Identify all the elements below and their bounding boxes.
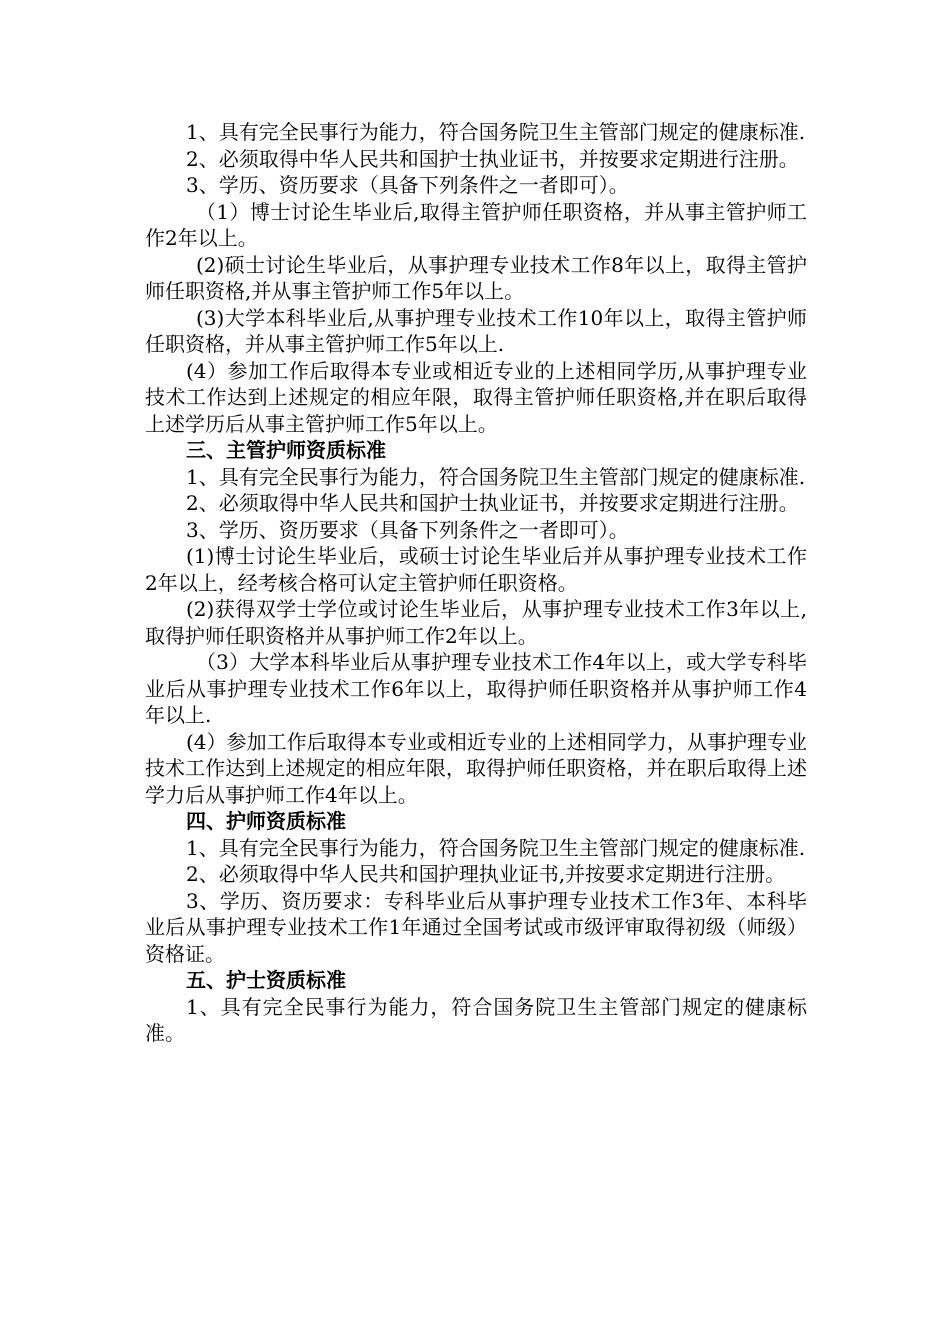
- paragraph: 3、学历、资历要求（具备下列条件之一者即可）。: [186, 517, 629, 542]
- paragraph: (4）参加工作后取得本专业或相近专业的上述相同学历,从事护理专业技术工作达到上述规定的相应年限，取得主管护师任职资格,并在职后取得上述学历后从事主管护师工作5年以上。: [145, 358, 807, 436]
- paragraph: 2、必须取得中华人民共和国护士执业证书，并按要求定期进行注册。: [186, 491, 799, 515]
- paragraph: （3）大学本科毕业后从事护理专业技术工作4年以上，或大学专科毕业后从事护理专业技术工作6年以上，取得护师任职资格并从事护师工作4年以上.: [145, 650, 807, 727]
- paragraph: 3、学历、资历要求：专科毕业后从事护理专业技术工作3年、本科毕业后从事护理专业技术工作1年通过全国考试或市级评审取得初级（师级）资格证。: [145, 888, 807, 966]
- paragraph: （1）博士讨论生毕业后,取得主管护师任职资格，并从事主管护师工作2年以上。: [145, 199, 807, 250]
- paragraph: 2、必须取得中华人民共和国护理执业证书,并按要求定期进行注册。: [186, 862, 786, 886]
- paragraph: (4）参加工作后取得本专业或相近专业的上述相同学力，从事护理专业技术工作达到上述规定的相应年限，取得护师任职资格，并在职后取得上述学力后从事护师工作4年以上。: [145, 729, 807, 807]
- paragraph: 1、具有完全民事行为能力，符合国务院卫生主管部门规定的健康标准.: [186, 120, 806, 144]
- paragraph: (3)大学本科毕业后,从事护理专业技术工作10年以上，取得主管护师任职资格，并从事主管护师工作5年以上.: [145, 305, 807, 356]
- paragraph: (1)博士讨论生毕业后，或硕士讨论生毕业后并从事护理专业技术工作2年以上，经考核合格可认定主管护师任职资格。: [145, 544, 807, 595]
- paragraph: (2)获得双学士学位或讨论生毕业后，从事护理专业技术工作3年以上,取得护师任职资格并从事护师工作2年以上。: [145, 597, 807, 648]
- section-heading: 四、护师资质标准: [186, 809, 346, 833]
- paragraph: 1、具有完全民事行为能力，符合国务院卫生主管部门规定的健康标准.: [186, 835, 806, 860]
- paragraph: 3、学历、资历要求（具备下列条件之一者即可）。: [186, 173, 629, 197]
- paragraph: (2)硕士讨论生毕业后，从事护理专业技术工作8年以上，取得主管护师任职资格,并从事主管护师工作5年以上。: [145, 252, 807, 303]
- paragraph: 1、具有完全民事行为能力，符合国务院卫生主管部门规定的健康标准.: [186, 464, 806, 489]
- section-heading: 五、护士资质标准: [186, 968, 346, 992]
- section-heading: 三、主管护师资质标准: [186, 438, 386, 462]
- paragraph: 1、具有完全民事行为能力，符合国务院卫生主管部门规定的健康标准。: [145, 994, 807, 1045]
- paragraph: 2、必须取得中华人民共和国护士执业证书，并按要求定期进行注册。: [186, 146, 799, 171]
- document-page: [145, 119, 807, 1047]
